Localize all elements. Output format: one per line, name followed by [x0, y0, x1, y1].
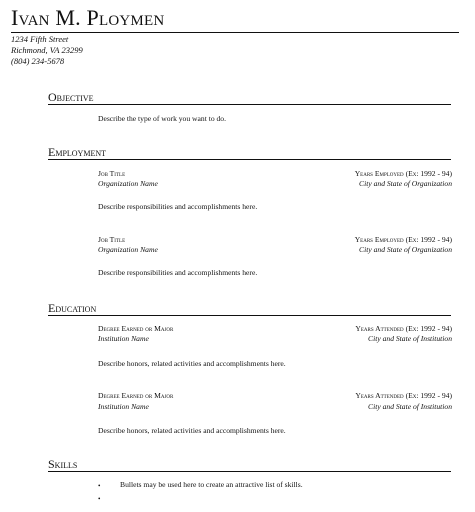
objective-heading: Objective: [48, 90, 94, 104]
degree-earned: Degree Earned or Major: [98, 324, 174, 333]
job-title: Job Title: [98, 169, 126, 178]
degree-earned: Degree Earned or Major: [98, 391, 174, 400]
address-line-2: Richmond, VA 23299: [11, 45, 83, 55]
skills-heading: Skills: [48, 457, 78, 471]
objective-text: Describe the type of work you want to do.: [98, 114, 227, 123]
bullet-icon: •: [98, 495, 101, 503]
institution-name: Institution Name: [98, 334, 149, 343]
job-title: Job Title: [98, 235, 126, 244]
phone-number: (804) 234-5678: [11, 56, 65, 66]
address-line-1: 1234 Fifth Street: [11, 34, 69, 44]
education-divider: [48, 315, 451, 316]
employment-description: Describe responsibilities and accomplishments here.: [98, 268, 258, 277]
organization-name: Organization Name: [98, 179, 158, 188]
skills-divider: [48, 471, 451, 472]
institution-location: City and State of Institution: [368, 334, 452, 343]
organization-location: City and State of Organization: [359, 179, 452, 188]
organization-location: City and State of Organization: [359, 245, 452, 254]
bullet-icon: •: [98, 482, 101, 490]
institution-name: Institution Name: [98, 402, 149, 411]
skills-bullet-1: Bullets may be used here to create an attractive list of skills.: [120, 480, 303, 489]
employment-heading: Employment: [48, 145, 106, 159]
employment-description: Describe responsibilities and accomplishments here.: [98, 202, 258, 211]
resume-name: Ivan M. Ploymen: [11, 5, 165, 30]
years-attended: Years Attended (Ex: 1992 - 94): [355, 324, 452, 333]
years-employed: Years Employed (Ex: 1992 - 94): [354, 169, 452, 178]
education-description: Describe honors, related activities and accomplishments here.: [98, 426, 286, 435]
objective-divider: [48, 104, 451, 105]
employment-divider: [48, 159, 451, 160]
institution-location: City and State of Institution: [368, 402, 452, 411]
education-heading: Education: [48, 301, 97, 315]
education-description: Describe honors, related activities and accomplishments here.: [98, 359, 286, 368]
organization-name: Organization Name: [98, 245, 158, 254]
years-employed: Years Employed (Ex: 1992 - 94): [354, 235, 452, 244]
years-attended: Years Attended (Ex: 1992 - 94): [355, 391, 452, 400]
header-divider: [11, 32, 459, 33]
